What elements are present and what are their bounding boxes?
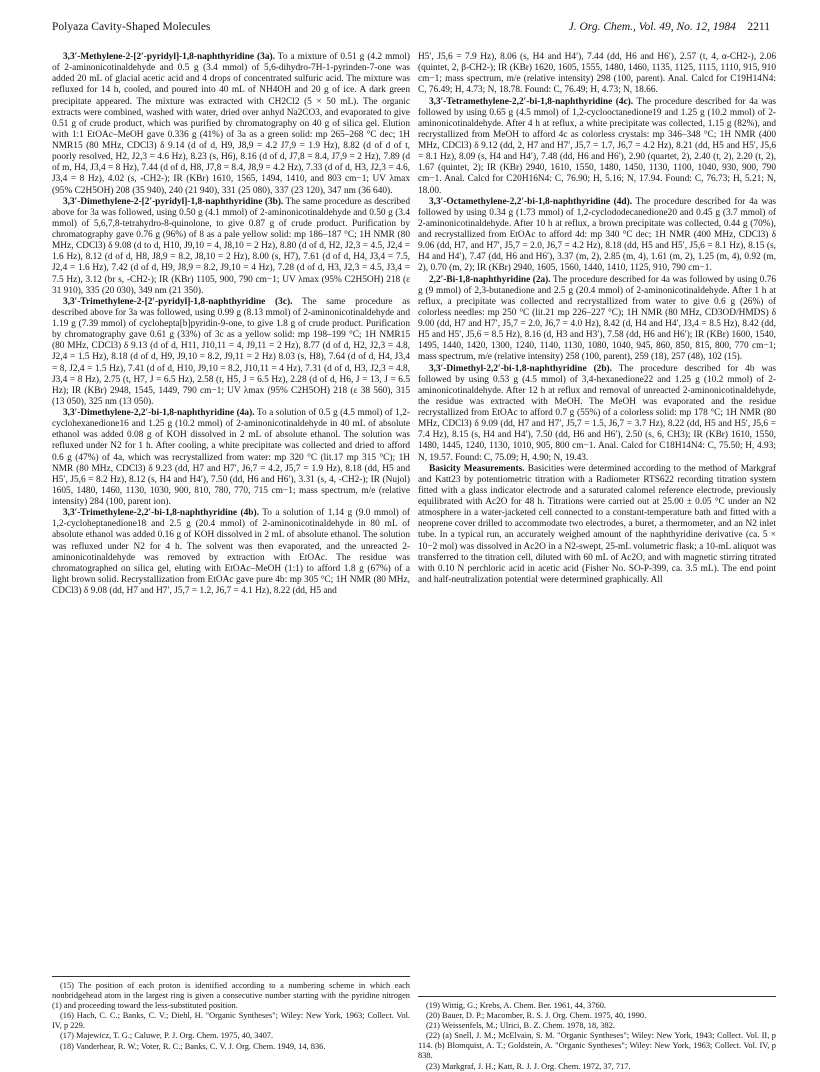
methods-paragraph <box>418 464 776 586</box>
procedure-paragraph <box>418 197 776 275</box>
procedure-paragraph <box>418 364 776 464</box>
running-header <box>52 21 770 37</box>
footnote: (18) Vanderhear, R. W.; Voter, R. C.; Banks, C. V. J. Org. Chem. 1949, 14, 836. <box>60 1041 326 1051</box>
procedure-paragraph-continued <box>418 52 776 97</box>
procedure-text: The procedure described for 4a was followed by using 0.34 g (1.73 mmol) of 1,2-cyclododecanedione20 and 0.45 g (3.7 mmol) of 2-aminonicotinaldehyde. After 10 h at reflux, a brown precipitate was collected, 0.44 g (70%), and recrystallized from EtOAc to afford 4d: mp 340 °C dec; 1H NMR (400 MHz, CDCl3) δ 9.06 (dd, H7, and H7′, J5,7 = 2.0, J6,7 = 4.2 Hz), 8.18 (dd, H5 and H5′, J5,6 = 8.1 Hz), 8.15 (s, H4 and H4′), 7.47 (dd, H6 and H6′), 3.37 (m, 2), 2.85 (m, 4), 1.61 (m, 2), 1.25 (m, 4), 0.92 (m, 2), 0.70 (m, 2); IR (KBr) 2940, 1605, 1560, 1440, 1410, 1125, 910, 790 cm−1. <box>418 196 777 274</box>
procedure-text: The same procedure as described above for 3a was followed, using 0.99 g (8.13 mmol) of 2-aminonicotinaldehyde and 1.19 g (7.39 mmol) of cyclohepta[b]pyridin-9-one, to give 1.8 g of crude product. Purification by chromatography gave 0.61 g (33%) of 3c as a yellow solid: mp 198–199 °C; 1H NMR15 (80 MHz, CDCl3) δ 9.13 (d of d, H11, J10,11 = 4, J9,11 = 2 Hz), 8.77 (d of d, H2, J2,3 = 4.8, J2,4 = 1.5 Hz), 8.18 (d of d, H9, J9,10 = 8.2, J9,11 = 2 Hz) 8.03 (s, H8), 7.64 (d of d, H4, J3,4 = 8, J2,4 = 1.5 Hz), 7.41 (d of d, H10, J9,10 = 8.2, J10,11 = 4 Hz), 7.31 (d of d, H3, J2,3 = 4.8, J3,4 = 8 Hz), 2.75 (t, H7, J = 6.5 Hz), 2.58 (t, H5, J = 6.5 Hz), 2.28 (d of d, H6, J = 13, J = 6.5 Hz); IR (KBr) 2948, 1545, 1449, 790 cm−1; UV λmax (95% C2H5OH) 218 (ε 38 560), 315 (13 050), 325 nm (13 050). <box>52 296 411 407</box>
procedure-paragraph <box>418 275 776 364</box>
footnote-divider-right <box>418 996 776 997</box>
compound-heading: 3,3′-Octamethylene-2,2′-bi-1,8-naphthyridine (4d). <box>429 196 633 207</box>
procedure-text: To a mixture of 0.51 g (4.2 mmol) of 2-aminonicotinaldehyde and 0.5 g (3.4 mmol) of 5,6-dihydro-7H-1-pyrinden-7-one was added 20 mL of glacial acetic acid and 4 drops of concentrated sulfuric acid. The mixture was refluxed for 14 h, cooled, and poured into 40 mL of NH4OH and 20 g of ice. A dark green precipitate appeared. The mixture was extracted with CH2Cl2 (5 × 50 mL). The organic extracts were combined, washed with water, dried over anhyd Na2CO3, and evaporated to give 0.51 g of crude product, which was purified by chromatography on 40 g of silica gel. Elution with 1:1 EtOAc–MeOH gave 0.336 g (41%) of 3a as a green solid: mp 265–268 °C dec; 1H NMR15 (80 MHz, CDCl3) δ 9.14 (d of d, H9, J8,9 = 4.2 J7,9 = 1.9 Hz), 8.82 (d of d of t, poorly resolved, H2, J2,3 = 4.6 Hz), 8.23 (s, H6), 8.16 (d of d, J7,8 = 8.4, J7,9 = 2 Hz), 7.89 (d of m, H4, J3,4 = 8 Hz), 7.44 (d of d, H8, J7,8 = 8.4, J8,9 = 4.2 Hz), 7.33 (d of d, H3, J2,3 = 4.6, J3,4 = 8 Hz), 4.02 (s, -CH2-); IR (KBr) 1610, 1565, 1494, 1410, and 803 cm−1; UV λmax (95% C2H5OH) 208 (35 940), 240 (21 940), 331 (25 080), 337 (23 120), 347 nm (36 640). <box>52 52 410 196</box>
procedure-paragraph <box>52 408 410 508</box>
compound-heading: 2,2′-Bi-1,8-naphthyridine (2a). <box>429 274 551 285</box>
procedure-text: The procedure described for 4b was followed by using 0.53 g (4.5 mmol) of 3,4-hexanedione22 and 1.25 g (10.2 mmol) of 2-aminonicotinaldehyde. After 12 h at reflux and removal of unreacted 2-aminonicotinaldehyde, the residue was extracted with MeOH. The MeOH was evaporated and the residue recrystallized from EtOAc to afford 0.7 g (55%) of a colorless solid: mp 178 °C; 1H NMR (80 MHz, CDCl3) δ 9.09 (dd, H7 and H7′, J5,7 = 1.5, J6,7 = 3.7 Hz), 8.22 (dd, H5 and H5′, J5,6 = 7.4 Hz), 8.15 (s, H4 and H4′), 7.50 (dd, H6 and H6′), 2.50 (s, 6, CH3); IR (KBr) 1610, 1550, 1480, 1445, 1240, 1130, 1010, 905, 800 cm−1. Anal. Calcd for C18H14N4: C, 75.50; H, 4.93; N, 19.57. Found: C, 75.09; H, 4.90; N, 19.43. <box>418 363 776 463</box>
journal-name: J. Org. Chem., Vol. 49, No. 12, 1984 <box>568 21 736 33</box>
compound-heading: 3,3′-Dimethylene-2,2′-bi-1,8-naphthyridine (4a). <box>63 408 255 418</box>
footnote-divider-left <box>52 976 410 977</box>
compound-heading: 3,3′-Trimethylene-2,2′-bi-1,8-naphthyridine (4b). <box>63 508 259 519</box>
footnote: (23) Markgraf, J. H.; Katt, R. J. J. Org. Chem. 1972, 37, 717. <box>426 1061 631 1071</box>
procedure-text: To a solution of 1.14 g (9.0 mmol) of 1,2-cycloheptanedione18 and 2.5 g (20.4 mmol) of 2-aminonicotinaldehyde in 80 mL of absolute ethanol was added 0.16 g of KOH dissolved in 2 mL of absolute ethanol. The solution was refluxed under N2 for 4 h. The solvent was then evaporated, and the unreacted 2-aminonicotinaldehyde was removed by extraction with EtOAc. The residue was chromatographed on silica gel, eluting with EtOAc–MeOH (1:1) to afford 1.8 g (67%) of a light brown solid. Recrystallization from EtOAc gave pure 4b: mp 305 °C; 1H NMR (80 MHz, CDCl3) δ 9.08 (dd, H7 and H7′, J5,7 = 1.2, J6,7 = 4.1 Hz), 8.22 (dd, H5 and <box>52 508 410 596</box>
procedure-text: The procedure described for 4a was followed by using 0.76 g (9 mmol) of 2,3-butanedione and 2.5 g (20.4 mmol) of 2-aminonicotinaldehyde. After 1 h at reflux, a precipitate was collected and recrystallized from water to give 0.6 g (26%) of colorless needles: mp 250 °C (lit.21 mp 226–227 °C); 1H NMR (80 MHz, CD3OD/HMDS) δ 9.00 (dd, H7 and H7′, J5,7 = 2.0, J6,7 = 4.0 Hz), 8.42 (d, H4 and H4′, J3,4 = 8.5 Hz), 8.42 (dd, H5 and H5′, J5,6 = 8.5 Hz), 8.16 (d, H3 and H3′), 7.58 (dd, H6 and H6′); IR (KBr) 1600, 1540, 1495, 1440, 1420, 1300, 1240, 1140, 1130, 1080, 1040, 945, 860, 850, 815, 800, 770 cm−1; mass spectrum, m/e (relative intensity) 258 (100, parent), 259 (18), 257 (48), 102 (15). <box>418 274 776 363</box>
procedure-paragraph <box>52 508 410 597</box>
footnote: (21) Weissenfels, M.; Ulrici, B. Z. Chem. 1978, 18, 382. <box>426 1021 615 1031</box>
procedure-paragraph <box>418 97 776 197</box>
right-column <box>418 52 776 586</box>
footnote: (15) The position of each proton is identified according to a numbering scheme in which each nonbridgehead atom in the largest ring is given a consecutive number starting with the pyridine nitrogen (1) and proceeding toward the less-substituted position. <box>52 981 410 1011</box>
footnote: (19) Wittig, G.; Krebs, A. Chem. Ber. 1961, 44, 3760. <box>426 1001 607 1010</box>
procedure-paragraph <box>52 52 410 197</box>
compound-heading: 3,3′-Trimethylene-2-[2′-pyridyl]-1,8-naphthyridine (3c). <box>63 296 293 307</box>
footnotes-right <box>418 1001 776 1072</box>
methods-text: Basicities were determined according to the method of Markgraf and Katt23 by potentiometric titration with a Radiometer RTS622 recording titration system fitted with a glass indicator electrode and a saturated calomel reference electrode, previously equilibrated with Ac2O for 48 h. Titrations were carried out at 25.00 ± 0.05 °C under an N2 atmosphere in a water-jacketed cell connected to a constant-temperature bath and fitted with a neoprene cover drilled to accommodate two electrodes, a buret, a thermometer, and an N2 inlet tube. In a typical run, an accurately weighed amount of the naphthyridine derivative (ca. 5 × 10−2 mol) was dissolved in Ac2O in a N2-swept, 25-mL volumetric flask; a 10-mL aliquot was transferred to the titration cell, diluted with 60 mL of Ac2O, and with magnetic stirring titrated with 0.10 N perchloric acid in acetic acid (Fisher No. SO-P-399, ca. 3.5 mL). The end point and half-neutralization potential were determined graphically. All <box>418 463 776 585</box>
procedure-text: H5′, J5,6 = 7.9 Hz), 8.06 (s, H4 and H4′), 7.44 (dd, H6 and H6′), 2.57 (t, 4, α-CH2-), 2.06 (quintet, 2, β-CH2-); IR (KBr) 1620, 1605, 1555, 1480, 1460, 1135, 1125, 1115, 1110, 915, 910 cm−1; mass spectrum, m/e (relative intensity) 298 (100, parent). Anal. Calcd for C19H14N4: C, 76.49; H, 4.73; N, 18.78. Found: C, 76.49; H, 4.73; N, 18.66. <box>418 52 776 96</box>
compound-heading: 3,3′-Methylene-2-[2′-pyridyl]-1,8-naphthyridine (3a). <box>63 52 275 62</box>
compound-heading: 3,3′-Dimethyl-2,2′-bi-1,8-naphthyridine (2b). <box>429 363 612 374</box>
footnote: (20) Bauer, D. P.; Macomber, R. S. J. Org. Chem. 1975, 40, 1990. <box>426 1011 647 1021</box>
page-number: 2211 <box>747 21 770 33</box>
left-column <box>52 52 410 597</box>
section-heading: Basicity Measurements. <box>429 463 525 474</box>
procedure-paragraph <box>52 297 410 408</box>
procedure-text: The same procedure as described above for 3a was followed, using 0.50 g (4.1 mmol) of 2-aminonicotinaldehyde and 0.50 g (3.4 mmol) of 5,6,7,8-tetrahydro-8-quinolone, to give 0.87 g of crude product. Purification by chromatography gave 0.76 g (96%) of 8 as a pale yellow solid: mp 186–187 °C; 1H NMR (80 MHz, CDCl3) δ 9.08 (d to d, H10, J9,10 = 4, J8,10 = 2 Hz), 8.80 (d of d, H2, J2,3 = 4.5, J2,4 = 1.6 Hz), 8.12 (d of d, H8, J8,9 = 8.2, J8,10 = 2 Hz), 8.00 (s, H7), 7.61 (d of d, H4, J3,4 = 7.5, J2,4 = 1.6 Hz), 7.42 (d of d, H9, J8,9 = 8.2, J9,10 = 4 Hz), 7.28 (d of d, H3, J2,3 = 4.5, J3,4 = 7.5 Hz), 3.12 (br s, -CH2-); IR (KBr) 1105, 900, 790 cm−1; UV λmax (95% C2H5OH) 218 (ε 31 910), 335 (20 030), 349 nm (21 350). <box>52 196 410 296</box>
compound-heading: 3,3′-Dimethylene-2-[2′-pyridyl]-1,8-naphthyridine (3b). <box>63 196 284 207</box>
footnote: (16) Hach, C. C.; Banks, C. V.; Diehl, H. "Organic Syntheses"; Wiley: New York, 1963; Collect. Vol. IV, p 229. <box>52 1011 410 1031</box>
journal-citation <box>569 21 770 33</box>
procedure-paragraph <box>52 197 410 297</box>
compound-heading: 3,3′-Tetramethylene-2,2′-bi-1,8-naphthyridine (4c). <box>429 96 634 107</box>
procedure-text: To a solution of 0.5 g (4.5 mmol) of 1,2-cyclohexanedione16 and 1.25 g (10.2 mmol) of 2-aminonicotinaldehyde in 40 mL of absolute ethanol was added 0.08 g of KOH dissolved in 2 mL of absolute ethanol. The solution was refluxed under N2 for 1 h. After cooling, a white precipitate was collected and dried to afford 0.6 g (47%) of 4a, which was recrystallized from water: mp 320 °C (lit.17 mp 315 °C); 1H NMR (80 MHz, CDCl3) δ 9.23 (dd, H7 and H7′, J6,7 = 4.2, J5,7 = 1.9 Hz), 8.18 (dd, H5 and H5′, J5,6 = 8.2 Hz), 8.12 (s, H4 and H4′), 7.50 (dd, H6 and H6′), 3.31 (s, 4, -CH2-); IR (Nujol) 1605, 1480, 1460, 1130, 1030, 900, 810, 780, 770, 715 cm−1; mass spectrum, m/e (relative intensity) 284 (100, parent ion). <box>52 408 410 507</box>
footnote: (17) Majewicz, T. G.; Caluwe, P. J. Org. Chem. 1975, 40, 3407. <box>60 1031 274 1041</box>
footnote: (22) (a) Snell, J. M.; McElvain, S. M. "Organic Syntheses"; Wiley: New York, 1943; Collect. Vol. II, p 114. (b) Blomquist, A. T.; Goldstein, A. "Organic Syntheses"; Wiley: New York, 1963; Collect. Vol. IV, p 838. <box>418 1031 776 1061</box>
running-title: Polyaza Cavity-Shaped Molecules <box>52 21 211 33</box>
footnotes-left <box>52 981 410 1052</box>
procedure-text: The procedure described for 4a was followed by using 0.65 g (4.5 mmol) of 1,2-cyclooctanedione19 and 1.25 g (10.2 mmol) of 2-aminonicotinaldehyde. After 4 h at reflux, a white precipitate was collected, 1.15 g (82%), and recrystallized from MeOH to afford 4c as colorless crystals: mp 346–348 °C; 1H NMR (400 MHz, CDCl3) δ 9.12 (dd, 2, H7 and H7′, J5,7 = 1.7, J6,7 = 4.2 Hz), 8.21 (dd, H5 and H5′, J5,6 = 8.1 Hz), 8.09 (s, H4 and H4′), 7.48 (dd, H6 and H6′), 2.90 (quartet, 2), 2.40 (t, 2), 2.20 (t, 2), 1.67 (quintet, 2); IR (KBr) 2940, 1610, 1550, 1480, 1450, 1130, 1100, 1040, 930, 900, 790 cm−1. Anal. Calcd for C20H16N4: C, 76.90; H, 5.16; N, 17.94. Found: C, 76.73; H, 5.21; N, 18.00. <box>418 96 777 196</box>
